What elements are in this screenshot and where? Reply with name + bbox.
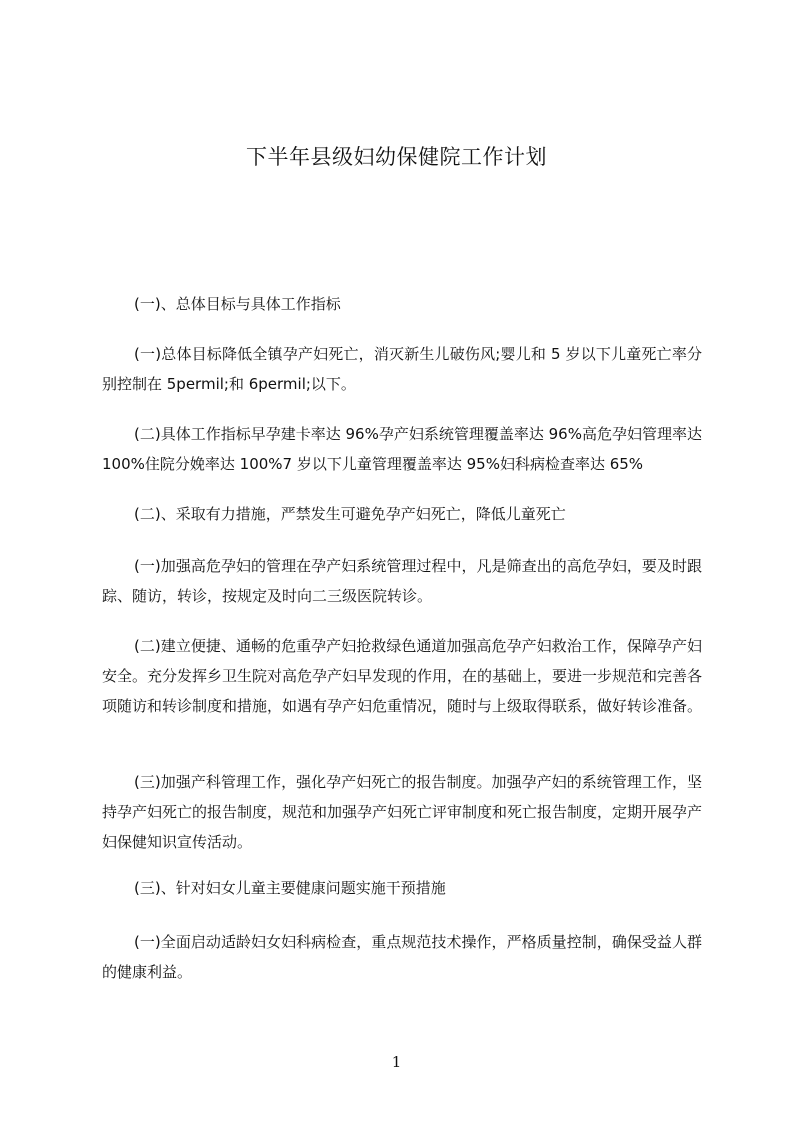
- paragraph-obstetrics-management: (三)加强产科管理工作，强化孕产妇死亡的报告制度。加强孕产妇的系统管理工作，坚持孕产妇死亡的报告制度，规范和加强孕产妇死亡评审制度和死亡报告制度，定期开展孕产妇保健知识宣传活动。: [102, 773, 703, 851]
- section-heading-1: (一)、总体目标与具体工作指标: [134, 295, 341, 313]
- section-heading-2: (二)、采取有力措施，严禁发生可避免孕产妇死亡，降低儿童死亡: [134, 505, 566, 523]
- paragraph-green-channel: (二)建立便捷、通畅的危重孕产妇抢救绿色通道加强高危孕产妇救治工作，保障孕产妇安全。充分发挥乡卫生院对高危孕产妇早发现的作用，在的基础上，要进一步规范和完善各项随访和转诊制度和措施，如遇有孕产妇危重情况，随时与上级取得联系，做好转诊准备。: [102, 637, 703, 715]
- page-number: 1: [391, 1053, 402, 1071]
- paragraph-work-indicators: (二)具体工作指标早孕建卡率达 96%孕产妇系统管理覆盖率达 96%高危孕妇管理率达 100%住院分娩率达 100%7 岁以下儿童管理覆盖率达 95%妇科病检查率达 65%: [102, 425, 702, 473]
- section-heading-3: (三)、针对妇女儿童主要健康问题实施干预措施: [134, 879, 446, 897]
- paragraph-gynecological-exam: (一)全面启动适龄妇女妇科病检查，重点规范技术操作，严格质量控制，确保受益人群的健康利益。: [102, 933, 702, 981]
- paragraph-high-risk-management: (一)加强高危孕妇的管理在孕产妇系统管理过程中，凡是筛查出的高危孕妇，要及时跟踪、随访，转诊，按规定及时向二三级医院转诊。: [102, 557, 702, 605]
- paragraph-overall-goal: (一)总体目标降低全镇孕产妇死亡，消灭新生儿破伤风;婴儿和 5 岁以下儿童死亡率分别控制在 5permil;和 6permil;以下。: [102, 345, 702, 393]
- document-title: 下半年县级妇幼保健院工作计划: [246, 145, 547, 169]
